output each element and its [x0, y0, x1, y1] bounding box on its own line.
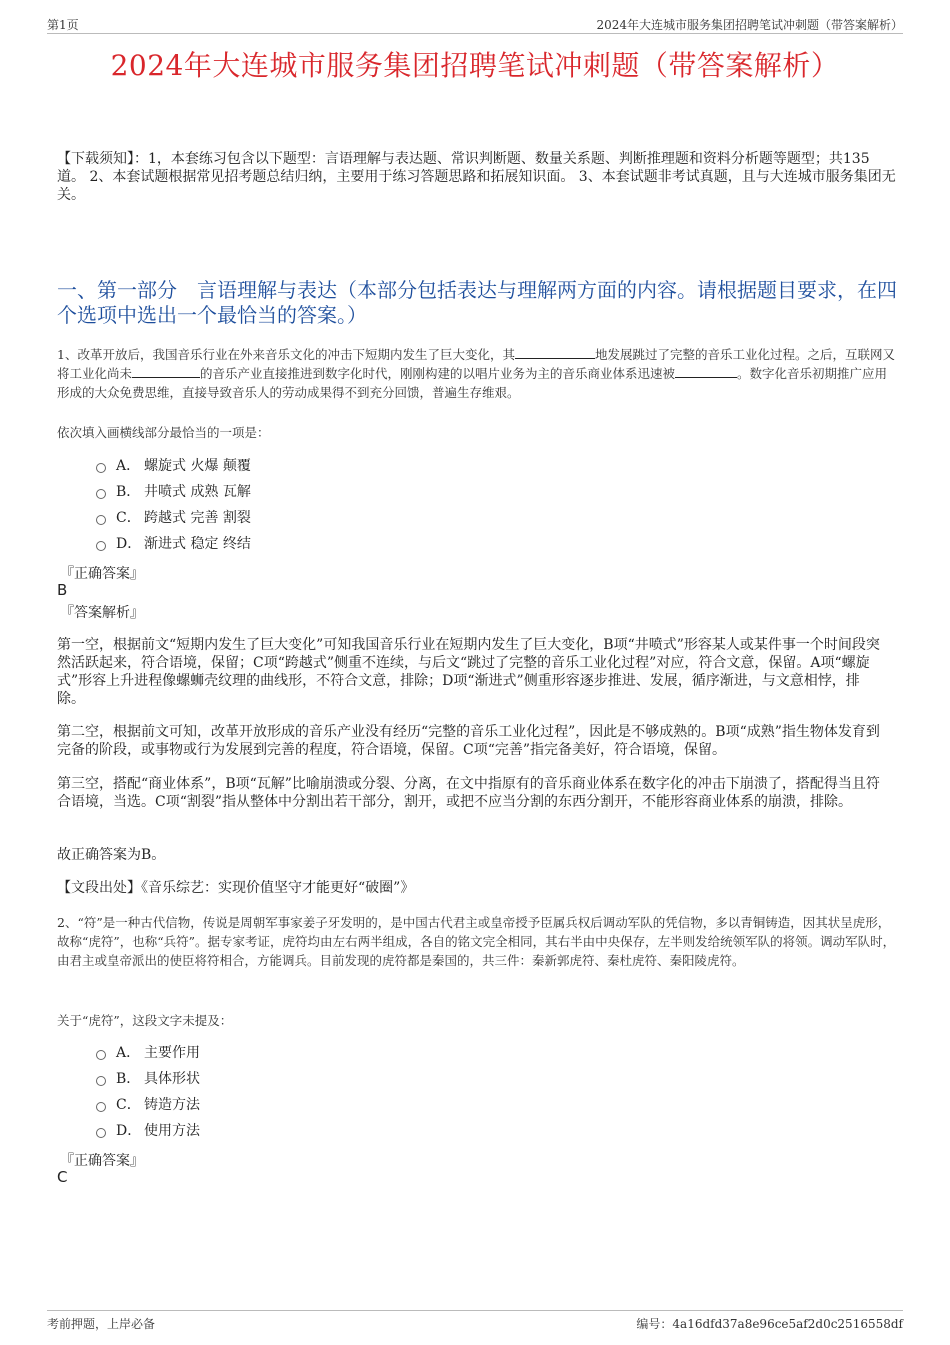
header-rule	[47, 33, 903, 34]
radio-icon[interactable]	[96, 515, 106, 525]
radio-icon[interactable]	[96, 1128, 106, 1138]
q1-option-d[interactable]: D． 渐进式 稳定 终结	[96, 534, 251, 554]
radio-icon[interactable]	[96, 1076, 106, 1086]
question-2-text: 2、“符”是一种古代信物，传说是周朝军事家姜子牙发明的，是中国古代君主或皇帝授予臣属兵权后调动军队的凭信物，多以青铜铸造，因其状呈虎形，故称“虎符”，也称“兵符”。据专家考证，虎符均由左右两半组成，各自的铭文完全相同，其右半由中央保存，左半则发给统领军队的将领。调动军队时，由君主或皇帝派出的使臣将符相合，方能调兵。目前发现的虎符都是秦国的，共三件：秦新郭虎符、秦杜虎符、秦阳陵虎符。	[57, 915, 896, 968]
q1-analysis-label: 『答案解析』	[60, 605, 144, 621]
footer-serial: 编号：4a16dfd37a8e96ce5af2d0c2516558df	[636, 1317, 903, 1331]
q1-option-b[interactable]: B． 井喷式 成熟 瓦解	[96, 482, 251, 502]
page-title: 2024年大连城市服务集团招聘笔试冲刺题（带答案解析）	[110, 49, 840, 82]
question-1-prompt: 依次填入画横线部分最恰当的一项是：	[57, 425, 270, 440]
question-1-text: 1、改革开放后，我国音乐行业在外来音乐文化的冲击下短期内发生了巨大变化，其 地发展跳过了完整的音乐工业化过程。之后，互联网又将工业化尚未 的音乐产业直接推进到数字化时代，刚刚构建的以唱片业务为主的音乐商业体系迅速被 。数字化音乐初期推广应用形成的大众免费思维，直接导致音乐人的劳动成果得不到充分回馈，普遍生存维艰。	[57, 347, 895, 400]
q2-answer: C	[57, 1168, 68, 1186]
page-number: 第1页	[47, 18, 79, 32]
section-heading: 一、第一部分 言语理解与表达（本部分包括表达与理解两方面的内容。请根据题目要求，在四个选项中选出一个最恰当的答案。）	[57, 278, 897, 327]
blank-3	[675, 365, 737, 378]
source-citation: 【文段出处】《音乐综艺：实现价值坚守才能更好“破圈”》	[57, 880, 415, 896]
download-notice: 【下载须知】：1，本套练习包含以下题型：言语理解与表达题、常识判断题、数量关系题、判断推理题和资料分析题等题型；共135道。 2、本套试题根据常见招考题总结归纳，主要用于练习答题思路和拓展知识面。 3、本套试题非考试真题，且与大连城市服务集团无关。	[57, 151, 896, 203]
header-doc-title: 2024年大连城市服务集团招聘笔试冲刺题（带答案解析）	[596, 18, 903, 32]
q1-option-a[interactable]: A． 螺旋式 火爆 颠覆	[96, 456, 251, 476]
question-2-prompt: 关于“虎符”，这段文字未提及：	[57, 1013, 233, 1028]
q1-answer-label: 『正确答案』	[60, 566, 144, 582]
q2-answer-label: 『正确答案』	[60, 1153, 144, 1169]
radio-icon[interactable]	[96, 463, 106, 473]
footer-rule	[47, 1310, 903, 1311]
analysis-conclusion: 故正确答案为B。	[57, 847, 166, 863]
radio-icon[interactable]	[96, 1102, 106, 1112]
radio-icon[interactable]	[96, 1050, 106, 1060]
analysis-paragraph: 第三空，搭配“商业体系”，B项“瓦解”比喻崩溃或分裂、分离，在文中指原有的音乐商业体系在数字化的冲击下崩溃了，搭配得当且符合语境，当选。C项“割裂”指从整体中分割出若干部分，割开，或把不应当分割的东西分割开，不能形容商业体系的崩溃，排除。	[57, 776, 880, 810]
q2-option-d[interactable]: D． 使用方法	[96, 1121, 200, 1141]
q1-answer: B	[57, 581, 68, 599]
footer-slogan: 考前押题，上岸必备	[47, 1317, 156, 1331]
q2-option-b[interactable]: B． 具体形状	[96, 1069, 200, 1089]
analysis-paragraph: 第二空，根据前文可知，改革开放形成的音乐产业没有经历“完整的音乐工业化过程”，因此是不够成熟的。B项“成熟”指生物体发育到完备的阶段，或事物或行为发展到完善的程度，符合语境，保留。C项“完善”指完备美好，符合语境，保留。	[57, 724, 880, 758]
blank-2	[132, 365, 200, 378]
radio-icon[interactable]	[96, 541, 106, 551]
q1-option-c[interactable]: C． 跨越式 完善 割裂	[96, 508, 251, 528]
q2-option-c[interactable]: C． 铸造方法	[96, 1095, 200, 1115]
blank-1	[515, 346, 595, 359]
q2-option-a[interactable]: A． 主要作用	[96, 1043, 200, 1063]
analysis-paragraph: 第一空，根据前文“短期内发生了巨大变化”可知我国音乐行业在短期内发生了巨大变化，B项“井喷式”形容某人或某件事一个时间段突然活跃起来，符合语境，保留；C项“跨越式”侧重不连续，与后文“跳过了完整的音乐工业化过程”对应，符合文意，保留。A项“螺旋式”形容上升进程像螺蛳壳纹理的曲线形，不符合文意，排除；D项“渐进式”侧重形容逐步推进、发展，循序渐进，与文意相悖，排除。	[57, 637, 880, 707]
radio-icon[interactable]	[96, 489, 106, 499]
